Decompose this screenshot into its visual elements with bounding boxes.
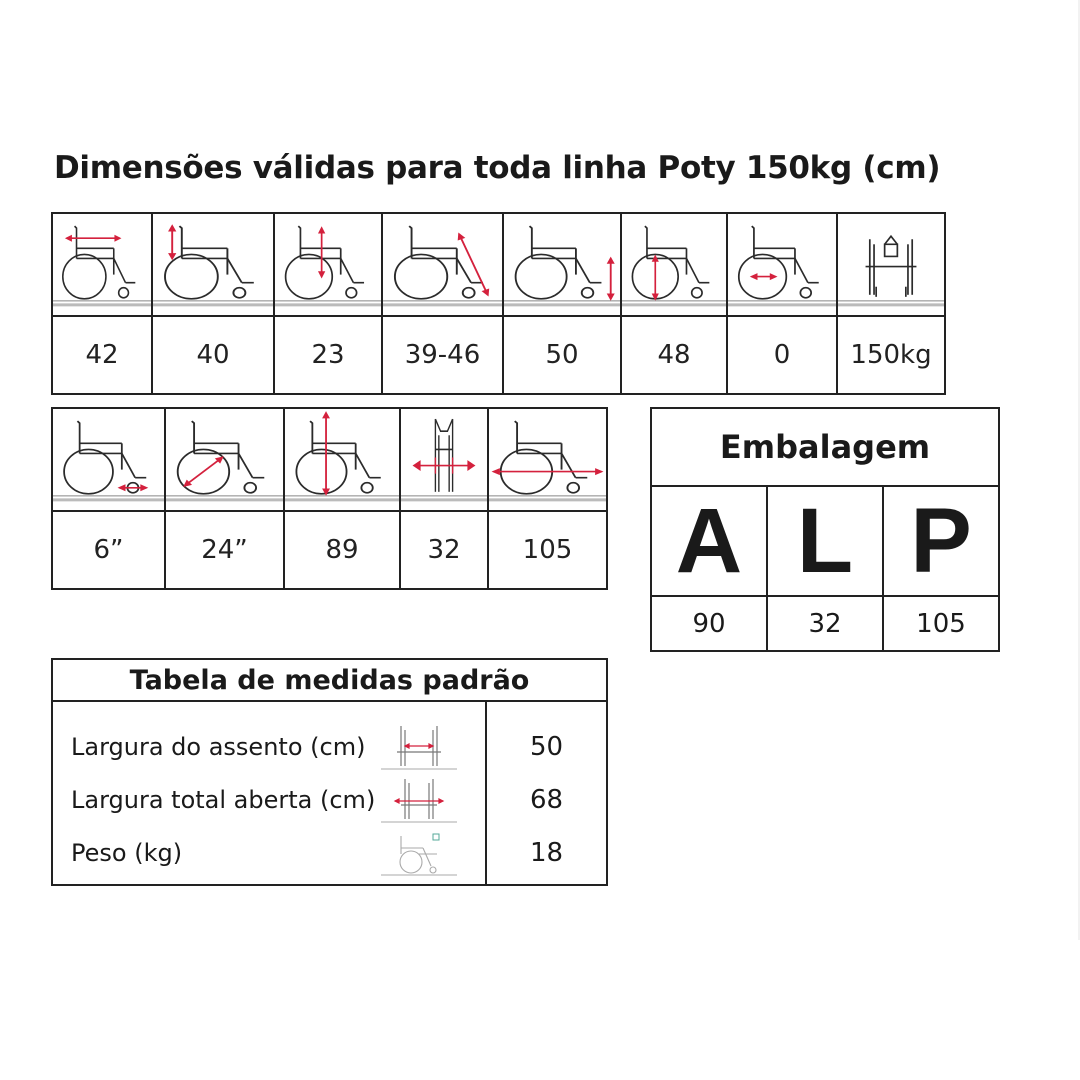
packaging-box <box>650 407 1000 652</box>
standard-measures-table <box>51 658 608 886</box>
backrest-height-icon <box>153 214 273 317</box>
packaging-value-width: 32 <box>808 608 842 639</box>
packaging-value-height: 90 <box>692 608 726 639</box>
packaging-letter-width: L <box>796 489 854 592</box>
packaging-letter-depth: P <box>910 489 972 592</box>
table-row-label: Largura total aberta (cm) <box>71 785 376 814</box>
packaging-title: Embalagem <box>652 409 998 487</box>
dim-cell <box>489 409 606 588</box>
seat-to-armrest-icon <box>275 214 381 317</box>
table-row <box>53 826 485 879</box>
rear-wheel-diameter-icon <box>166 409 283 512</box>
table-row-value: 68 <box>529 784 564 815</box>
total-height-icon <box>285 409 399 512</box>
dim-value: 23 <box>311 340 345 370</box>
table-row <box>53 720 485 773</box>
dim-value: 39-46 <box>404 340 481 370</box>
dim-cell <box>728 214 838 393</box>
packaging-value-depth: 105 <box>916 608 966 639</box>
seat-depth-icon <box>53 214 151 317</box>
dim-cell <box>285 409 401 588</box>
packaging-letter-height: A <box>675 489 743 592</box>
table-row-value: 18 <box>529 837 564 868</box>
dim-cell <box>504 214 622 393</box>
dim-cell <box>275 214 383 393</box>
total-length-icon <box>489 409 606 512</box>
dim-value: 32 <box>427 535 461 565</box>
dim-value: 40 <box>196 340 230 370</box>
folded-width-icon <box>401 409 487 512</box>
table-row-value: 50 <box>529 731 564 762</box>
dim-value: 50 <box>545 340 579 370</box>
dim-value: 89 <box>325 535 359 565</box>
dim-cell <box>166 409 285 588</box>
dim-cell <box>153 214 275 393</box>
table-row-label: Largura do assento (cm) <box>71 732 366 761</box>
dim-value: 0 <box>773 340 791 370</box>
dim-value: 105 <box>522 535 573 565</box>
max-capacity-icon <box>838 214 944 317</box>
front-wheel-diameter-icon <box>53 409 164 512</box>
dimensions-grid-row-2 <box>51 407 608 590</box>
dim-value: 48 <box>657 340 691 370</box>
dim-cell <box>622 214 728 393</box>
packaging-values <box>652 597 998 650</box>
dim-cell <box>383 214 504 393</box>
dim-cell <box>838 214 944 393</box>
standard-table-title: Tabela de medidas padrão <box>53 660 606 702</box>
open-width-icon <box>379 775 459 825</box>
table-row <box>53 773 485 826</box>
dim-value: 6” <box>93 535 124 565</box>
dimensions-grid-row-1 <box>51 212 946 395</box>
page-title: Dimensões válidas para toda linha Poty 150kg (cm) <box>54 150 941 186</box>
dim-cell <box>53 409 166 588</box>
dim-value: 150kg <box>850 340 932 370</box>
table-row-label: Peso (kg) <box>71 838 183 867</box>
dim-cell <box>401 409 489 588</box>
dim-value: 24” <box>201 535 248 565</box>
seat-inclination-icon <box>728 214 836 317</box>
packaging-letters <box>652 487 998 597</box>
dim-value: 42 <box>85 340 119 370</box>
leg-rest-length-icon <box>383 214 502 317</box>
seat-height-front-icon <box>504 214 620 317</box>
dim-cell <box>53 214 153 393</box>
seat-width-icon <box>379 722 459 772</box>
seat-height-rear-icon <box>622 214 726 317</box>
weight-icon <box>379 828 459 878</box>
